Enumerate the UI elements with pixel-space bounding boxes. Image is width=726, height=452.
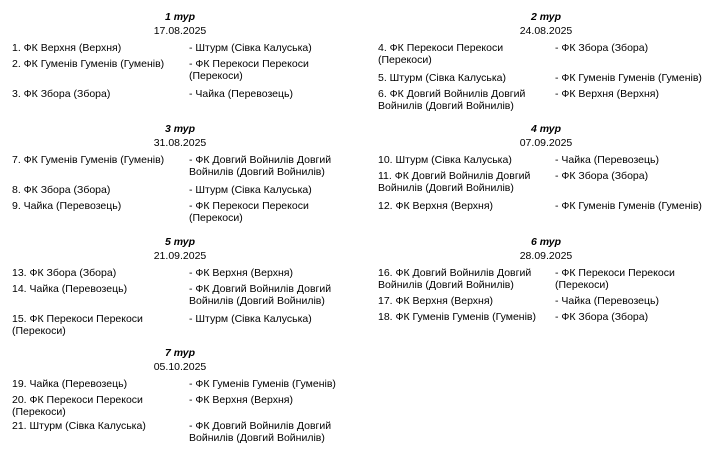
match-row (370, 311, 722, 323)
match-row (370, 88, 722, 112)
round-header (4, 122, 356, 150)
away-team: - ФК Довгий Войнилів Довгий Войнилів (Довгий Войнилів) (189, 283, 332, 307)
home-team: 2. ФК Гуменів Гуменів (Гуменів) (12, 58, 165, 70)
match-row (4, 313, 356, 337)
away-team: - ФК Довгий Войнилів Довгий Войнилів (Довгий Войнилів) (189, 154, 332, 178)
match-row (4, 283, 356, 307)
away-team: - Штурм (Сівка Калуська) (189, 42, 312, 54)
away-team: - ФК Перекоси Перекоси (Перекоси) (555, 267, 675, 291)
round-date: 31.08.2025 (153, 137, 207, 149)
away-team: - ФК Верхня (Верхня) (189, 267, 293, 279)
round-block (4, 10, 356, 104)
round-title: 6 тур (530, 236, 562, 248)
round-header (4, 346, 356, 374)
match-row (370, 295, 722, 307)
home-team: 14. Чайка (Перевозець) (12, 283, 128, 295)
round-block (4, 122, 356, 228)
round-date: 28.09.2025 (519, 250, 573, 262)
round-title: 5 тур (164, 236, 196, 248)
home-team: 19. Чайка (Перевозець) (12, 378, 128, 390)
match-row (4, 420, 356, 444)
match-row (4, 267, 356, 279)
round-title: 7 тур (164, 347, 196, 359)
round-date: 17.08.2025 (153, 25, 207, 37)
away-team: - Штурм (Сівка Калуська) (189, 313, 312, 325)
home-team: 17. ФК Верхня (Верхня) (378, 295, 494, 307)
away-team: - ФК Збора (Збора) (555, 42, 649, 54)
round-block (370, 10, 722, 116)
round-block (4, 346, 356, 448)
home-team: 1. ФК Верхня (Верхня) (12, 42, 122, 54)
home-team: 18. ФК Гуменів Гуменів (Гуменів) (378, 311, 537, 323)
away-team: - Чайка (Перевозець) (555, 154, 659, 166)
away-team: - ФК Верхня (Верхня) (555, 88, 659, 100)
home-team: 16. ФК Довгий Войнилів Довгий Войнилів (Довгий Войнилів) (378, 267, 532, 291)
home-team: 9. Чайка (Перевозець) (12, 200, 122, 212)
round-date: 21.09.2025 (153, 250, 207, 262)
match-row (4, 154, 356, 178)
away-team: - ФК Гуменів Гуменів (Гуменів) (555, 72, 702, 84)
away-team: - ФК Довгий Войнилів Довгий Войнилів (Довгий Войнилів) (189, 420, 332, 444)
away-team: - Чайка (Перевозець) (555, 295, 659, 307)
home-team: 7. ФК Гуменів Гуменів (Гуменів) (12, 154, 165, 166)
match-row (370, 170, 722, 194)
home-team: 13. ФК Збора (Збора) (12, 267, 117, 279)
home-team: 12. ФК Верхня (Верхня) (378, 200, 494, 212)
home-team: 11. ФК Довгий Войнилів Довгий Войнилів (Довгий Войнилів) (378, 170, 531, 194)
home-team: 5. Штурм (Сівка Калуська) (378, 72, 506, 84)
away-team: - ФК Гуменів Гуменів (Гуменів) (189, 378, 336, 390)
round-date: 05.10.2025 (153, 361, 207, 373)
match-row (4, 58, 356, 82)
match-row (370, 267, 722, 291)
away-team: - ФК Збора (Збора) (555, 311, 649, 323)
away-team: - ФК Гуменів Гуменів (Гуменів) (555, 200, 702, 212)
round-date: 07.09.2025 (519, 137, 573, 149)
round-block (370, 122, 722, 216)
match-row (4, 42, 356, 54)
away-team: - Штурм (Сівка Калуська) (189, 184, 312, 196)
home-team: 3. ФК Збора (Збора) (12, 88, 111, 100)
home-team: 6. ФК Довгий Войнилів Довгий Войнилів (Довгий Войнилів) (378, 88, 526, 112)
away-team: - ФК Збора (Збора) (555, 170, 649, 182)
round-header (370, 122, 722, 150)
away-team: - Чайка (Перевозець) (189, 88, 293, 100)
round-header (370, 235, 722, 263)
away-team: - ФК Верхня (Верхня) (189, 394, 293, 406)
home-team: 10. Штурм (Сівка Калуська) (378, 154, 512, 166)
round-date: 24.08.2025 (519, 25, 573, 37)
round-title: 4 тур (530, 123, 562, 135)
home-team: 20. ФК Перекоси Перекоси (Перекоси) (12, 394, 143, 418)
round-title: 2 тур (530, 11, 562, 23)
home-team: 15. ФК Перекоси Перекоси (Перекоси) (12, 313, 143, 337)
match-row (370, 42, 722, 66)
round-title: 3 тур (164, 123, 196, 135)
home-team: 21. Штурм (Сівка Калуська) (12, 420, 146, 432)
round-title: 1 тур (164, 11, 196, 23)
round-header (4, 10, 356, 38)
round-block (4, 235, 356, 341)
away-team: - ФК Перекоси Перекоси (Перекоси) (189, 200, 309, 224)
home-team: 8. ФК Збора (Збора) (12, 184, 111, 196)
match-row (4, 184, 356, 196)
match-row (370, 154, 722, 166)
match-row (4, 394, 356, 418)
away-team: - ФК Перекоси Перекоси (Перекоси) (189, 58, 309, 82)
home-team: 4. ФК Перекоси Перекоси (Перекоси) (378, 42, 504, 66)
match-row (370, 72, 722, 84)
match-row (4, 378, 356, 390)
match-row (4, 200, 356, 224)
match-row (370, 200, 722, 212)
match-row (4, 88, 356, 100)
round-header (4, 235, 356, 263)
round-header (370, 10, 722, 38)
round-block (370, 235, 722, 327)
